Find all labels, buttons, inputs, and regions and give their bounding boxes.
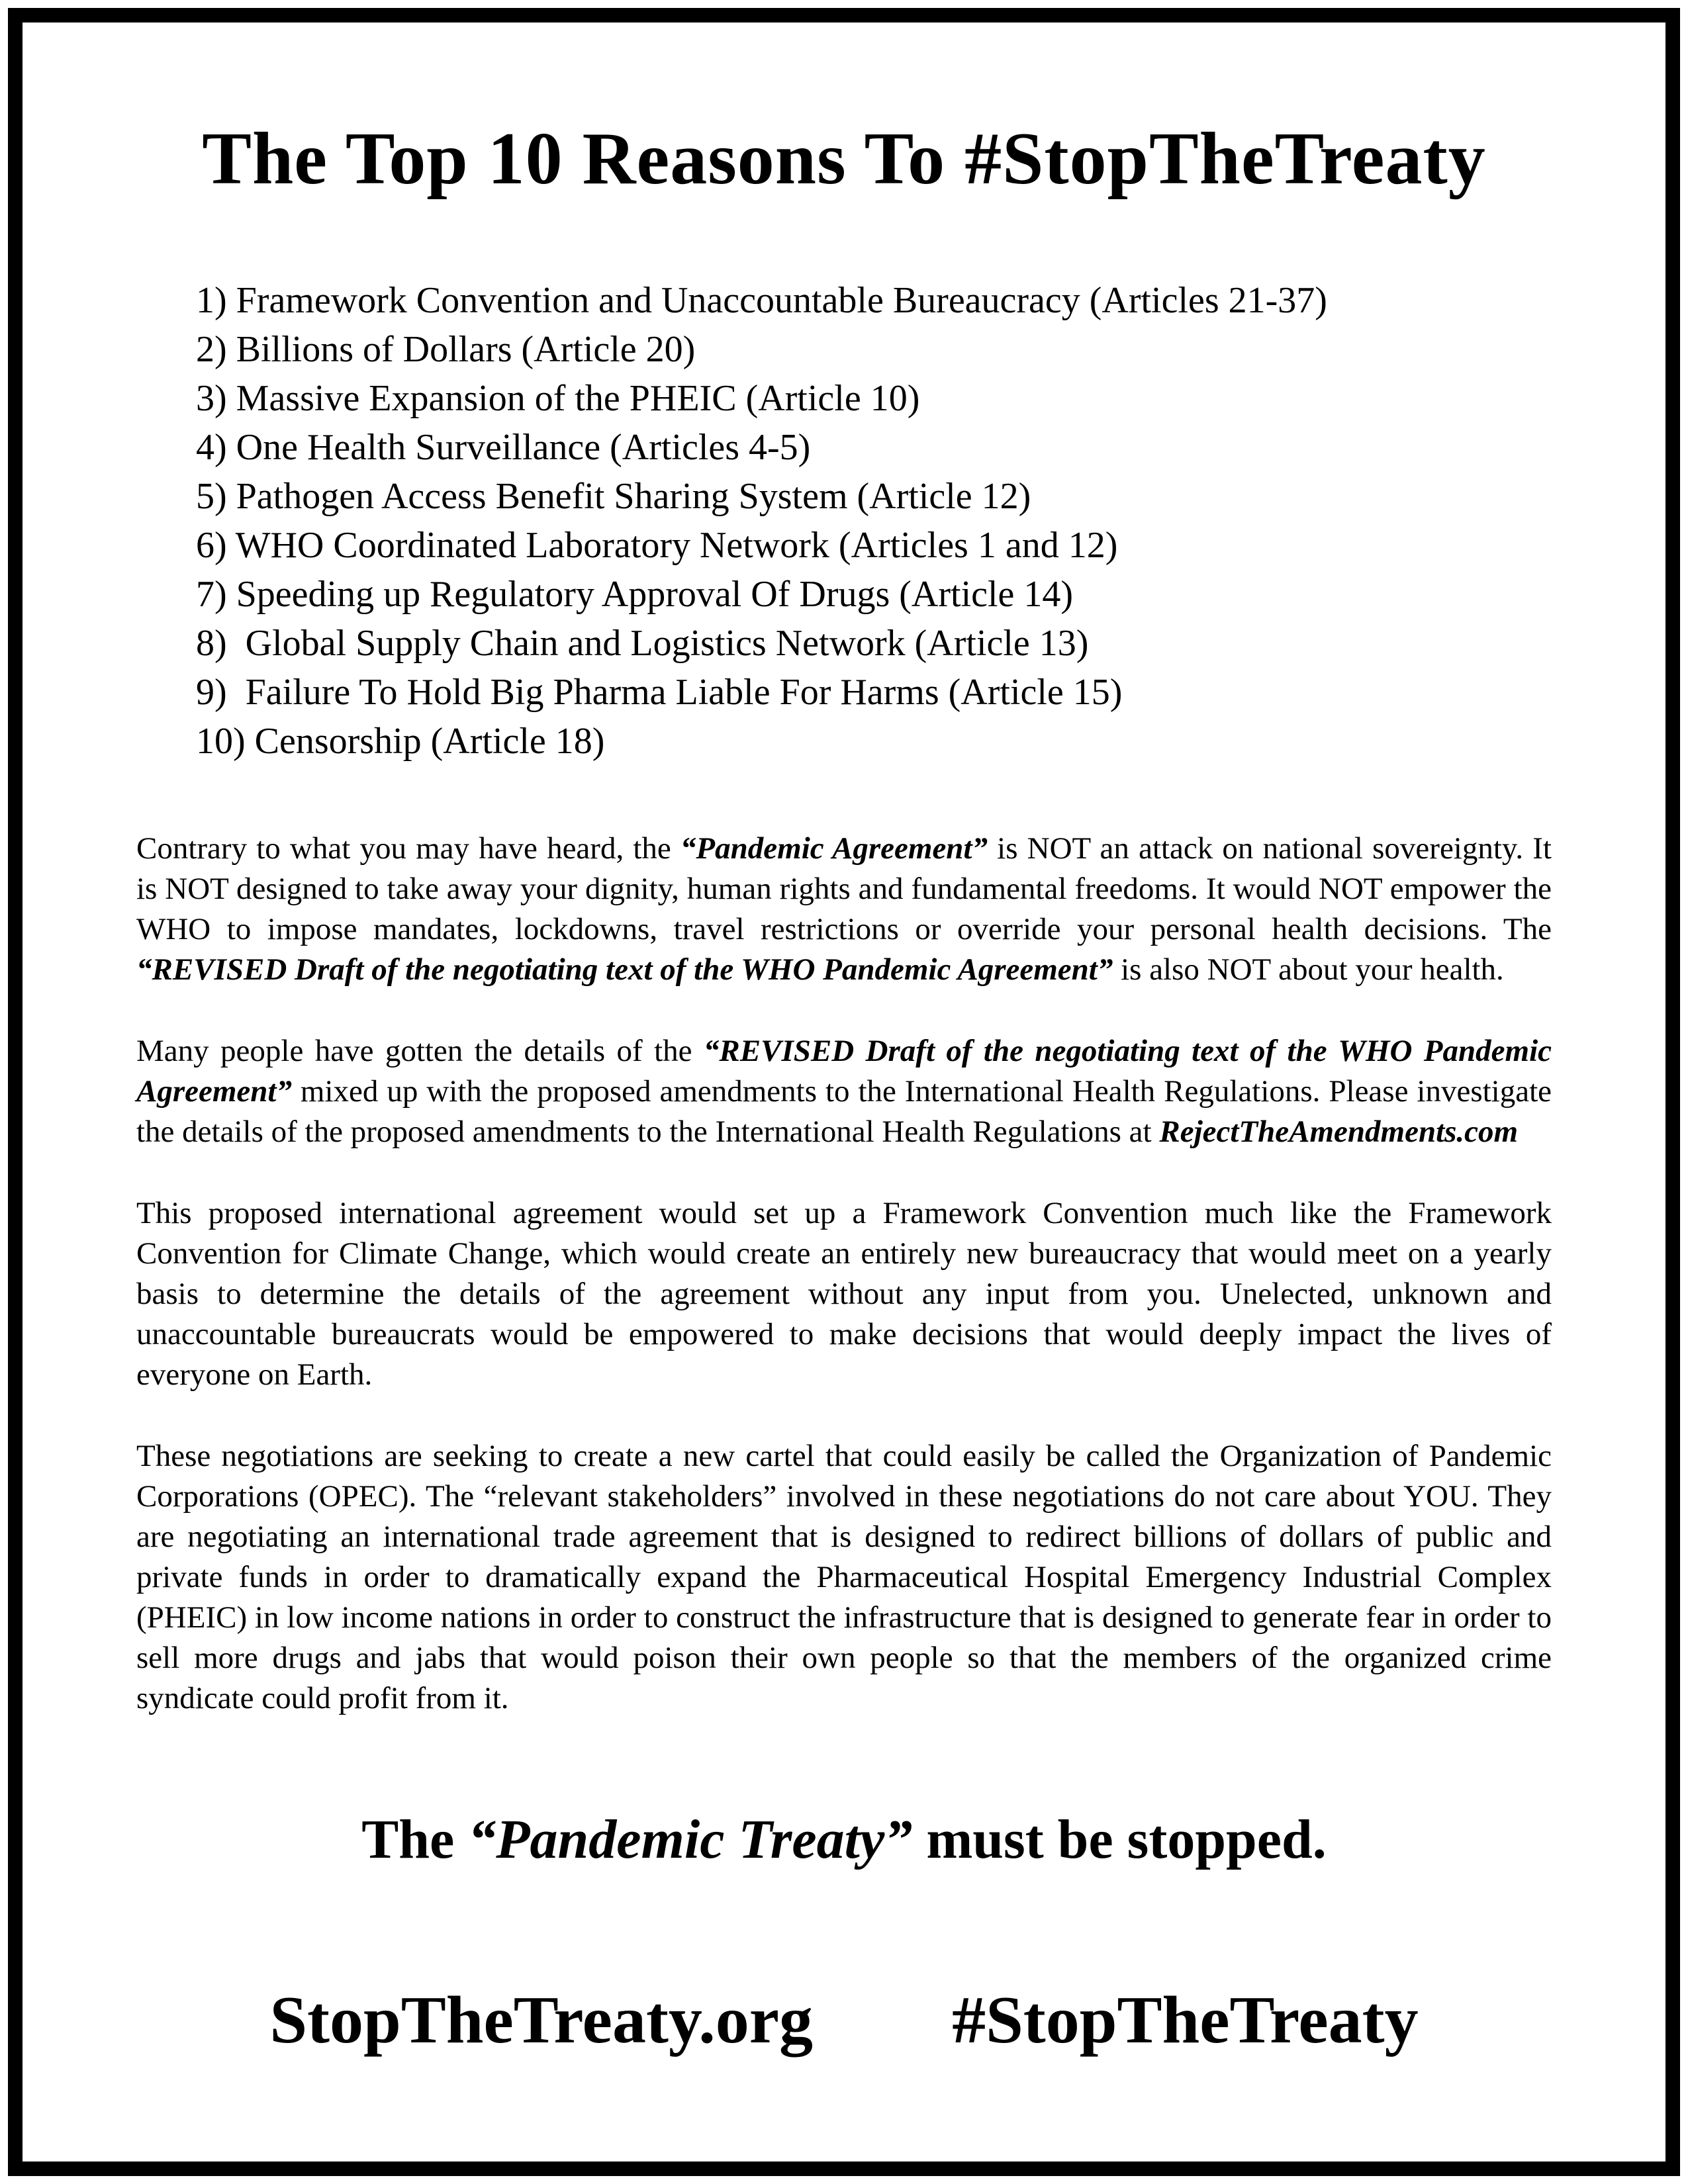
page-title: The Top 10 Reasons To #StopTheTreaty: [202, 118, 1486, 200]
plain-text: Contrary to what you may have heard, the: [136, 831, 680, 866]
body-paragraphs: [136, 829, 1552, 1719]
closing-statement: [136, 1808, 1552, 1872]
plain-text: These negotiations are seeking to create a new cartel that could easily be called the Organization of Pandemic Corporations (OPEC). The “relevant stakeholders” involved in these negotiations do not care about YOU. They are negotiating an international trade agreement that is designed to redirect billions of dollars of public and private funds in order to dramatically expand the Pharmaceutical Hospital Emergency Industrial Complex (PHEIC) in low income nations in order to construct the infrastructure that is designed to generate fear in order to sell more drugs and jabs that would poison their own people so that the members of the organized crime syndicate could profit from it.: [136, 1439, 1552, 1716]
list-item: 7) Speeding up Regulatory Approval Of Drugs (Article 14): [196, 574, 1074, 615]
plain-text: This proposed international agreement would set up a Framework Convention much like the Framework Convention for Climate Change, which would create an entirely new bureaucracy that would meet on a yearly basis to determine the details of the agreement without any input from you. Unelected, unknown and unaccountable bureaucrats would be empowered to make decisions that would deeply impact the lives of everyone on Earth.: [136, 1196, 1552, 1392]
emphasized-text: must be stopped.: [912, 1809, 1327, 1871]
paragraph-negotiations-cartel: [136, 1436, 1552, 1719]
list-item: 8) Global Supply Chain and Logistics Network (Article 13): [196, 623, 1089, 664]
list-item: 3) Massive Expansion of the PHEIC (Article 10): [196, 378, 920, 420]
emphasized-text: “Pandemic Agreement”: [680, 831, 988, 866]
footer-site-url: StopTheTreaty.org: [269, 1982, 814, 2058]
emphasized-text: “REVISED Draft of the negotiating text of the WHO Pandemic Agreement”: [136, 1034, 1552, 1109]
paragraph-framework-convention: [136, 1193, 1552, 1395]
list-item: 9) Failure To Hold Big Pharma Liable For Harms (Article 15): [196, 672, 1123, 713]
plain-text: is also NOT about your health.: [1113, 952, 1504, 987]
page-border-frame: [8, 8, 1680, 2176]
emphasized-text: RejectTheAmendments.com: [1159, 1115, 1519, 1150]
plain-text: Many people have gotten the details of the: [136, 1034, 704, 1069]
emphasized-text: “REVISED Draft of the negotiating text of the WHO Pandemic Agreement”: [136, 952, 1113, 987]
list-item: 10) Censorship (Article 18): [196, 721, 605, 762]
plain-text: is NOT an attack on national sovereignty. It is NOT designed to take away your dignity, human rights and fundamental freedoms. It would NOT empower the WHO to impose mandates, lockdowns, travel restrictions or override your personal health decisions. The: [136, 831, 1552, 947]
emphasized-text: The: [361, 1809, 469, 1871]
list-item: 2) Billions of Dollars (Article 20): [196, 329, 696, 371]
paragraph-revised-draft: [136, 1031, 1552, 1152]
footer-hashtag: #StopTheTreaty: [952, 1982, 1419, 2058]
list-item: 1) Framework Convention and Unaccountable Bureaucracy (Articles 21-37): [196, 280, 1327, 322]
paragraph-pandemic-agreement: [136, 829, 1552, 990]
document-content: [23, 118, 1665, 2059]
emphasized-text: “Pandemic Treaty”: [468, 1809, 913, 1871]
list-item: 4) One Health Surveillance (Articles 4-5): [196, 427, 811, 469]
list-item: 6) WHO Coordinated Laboratory Network (Articles 1 and 12): [196, 525, 1118, 567]
footer: [136, 1981, 1552, 2059]
reasons-list: [196, 276, 1552, 766]
plain-text: mixed up with the proposed amendments to the International Health Regulations. Please investigate the details of the proposed amendments to the International Health Regulations at: [136, 1074, 1552, 1150]
list-item: 5) Pathogen Access Benefit Sharing System (Article 12): [196, 476, 1031, 518]
